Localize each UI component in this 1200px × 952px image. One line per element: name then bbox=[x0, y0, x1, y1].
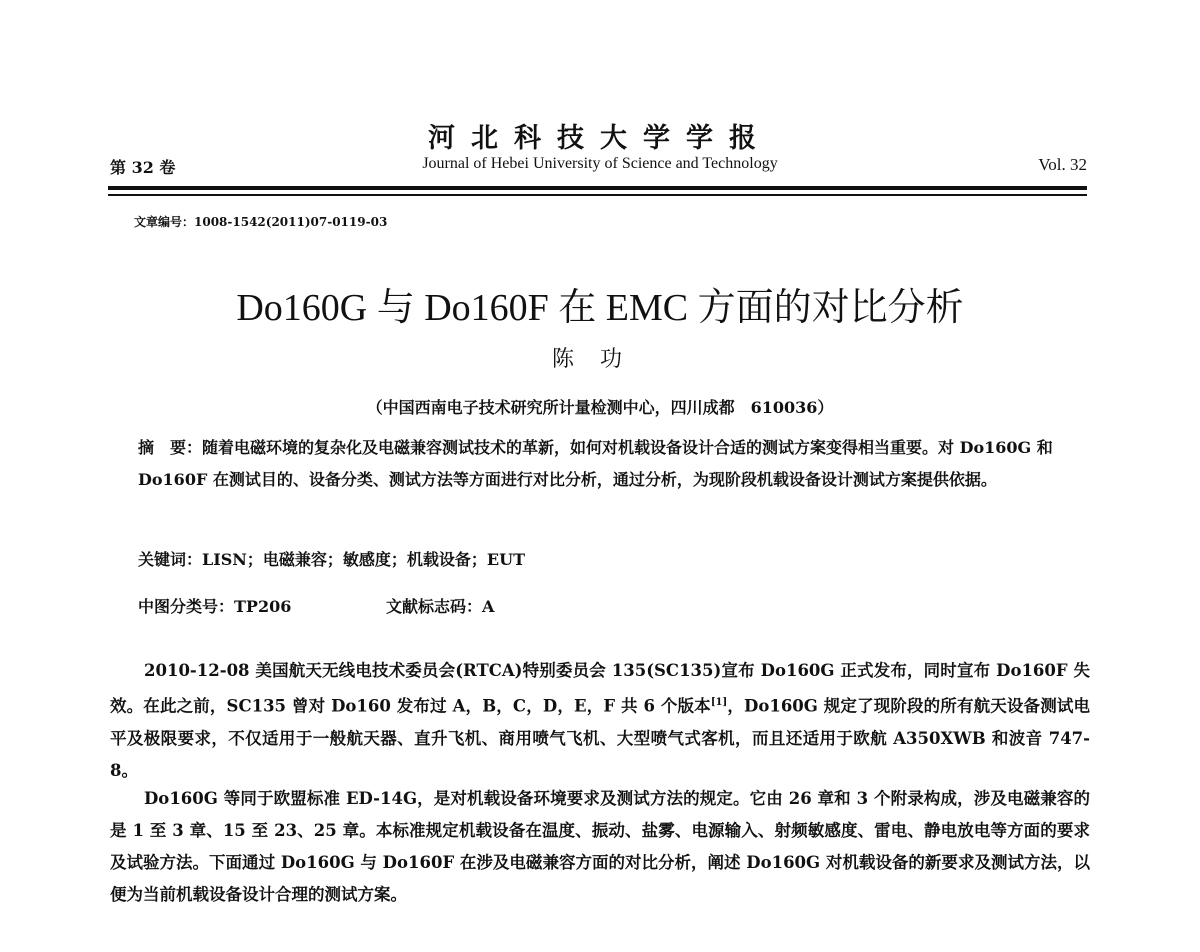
volume-en: Vol. 32 bbox=[1038, 155, 1087, 174]
citation-ref: [1] bbox=[710, 697, 728, 708]
para1-text-a: 2010-12-08 美国航天无线电技术委员会(RTCA)特别委员会 135(SC135)宣布 Do160G 正式发布，同时宣布 Do160F 失效。在此之前，SC135 曾对 Do160 发布过 A，B，C，D，E，F 共 6 个版本 bbox=[110, 661, 1090, 716]
journal-title-cn: 河北科技大学学报 bbox=[428, 123, 772, 154]
document-code bbox=[386, 594, 494, 617]
para1-text-b: ，Do160G 规定了现阶段的所有航天设备测试电平及极限要求，不仅适用于一般航天器、直升飞机、商用喷气飞机、大型喷气式客机，而且还适用于欧航 A350XWB 和波音 747-8。 bbox=[110, 696, 1090, 780]
keywords-text: LISN；电磁兼容；敏感度；机载设备；EUT bbox=[202, 550, 525, 569]
body-paragraph-1 bbox=[110, 655, 1090, 787]
keywords-label: 关键词： bbox=[138, 550, 203, 569]
body-paragraph-2: Do160G 等同于欧盟标准 ED-14G，是对机载设备环境要求及测试方法的规定。它由 26 章和 3 个附录构成，涉及电磁兼容的是 1 至 3 章、15 至 23、25 章。本标准规定机载设备在温度、振动、盐雾、电源输入、射频敏感度、雷电、静电放电等方面的要求及试验方法。下面通过 Do160G 与 Do160F 在涉及电磁兼容方面的对比分析，阐述 Do160G 对机载设备的新要求及测试方法，以便为当前机载设备设计合理的测试方案。 bbox=[110, 789, 1090, 904]
author-affiliation: （中国西南电子技术研究所计量检测中心，四川成都 610036） bbox=[366, 398, 834, 417]
abstract bbox=[138, 432, 1063, 496]
header-rule-thick bbox=[108, 186, 1087, 190]
paper-title: Do160G 与 Do160F 在 EMC 方面的对比分析 bbox=[236, 287, 964, 329]
clc-number bbox=[138, 594, 291, 617]
doc-code-value: A bbox=[482, 597, 495, 616]
volume-cn: 第 32 卷 bbox=[110, 158, 176, 177]
clc-label: 中图分类号： bbox=[138, 597, 235, 616]
journal-title-en: Journal of Hebei University of Science and Technology bbox=[422, 155, 778, 172]
article-number: 文章编号：1008-1542(2011)07-0119-03 bbox=[134, 215, 388, 229]
clc-value: TP206 bbox=[234, 597, 292, 616]
author-name: 陈功 bbox=[551, 347, 648, 372]
doc-code-label: 文献标志码： bbox=[386, 597, 483, 616]
abstract-label: 摘 要： bbox=[138, 438, 203, 457]
abstract-text: 随着电磁环境的复杂化及电磁兼容测试技术的革新，如何对机载设备设计合适的测试方案变得相当重要。对 Do160G 和 Do160F 在测试目的、设备分类、测试方法等方面进行对比分析，通过分析，为现阶段机载设备设计测试方案提供依据。 bbox=[138, 438, 1053, 489]
keywords bbox=[138, 547, 525, 570]
header-rule-thin bbox=[108, 194, 1087, 196]
